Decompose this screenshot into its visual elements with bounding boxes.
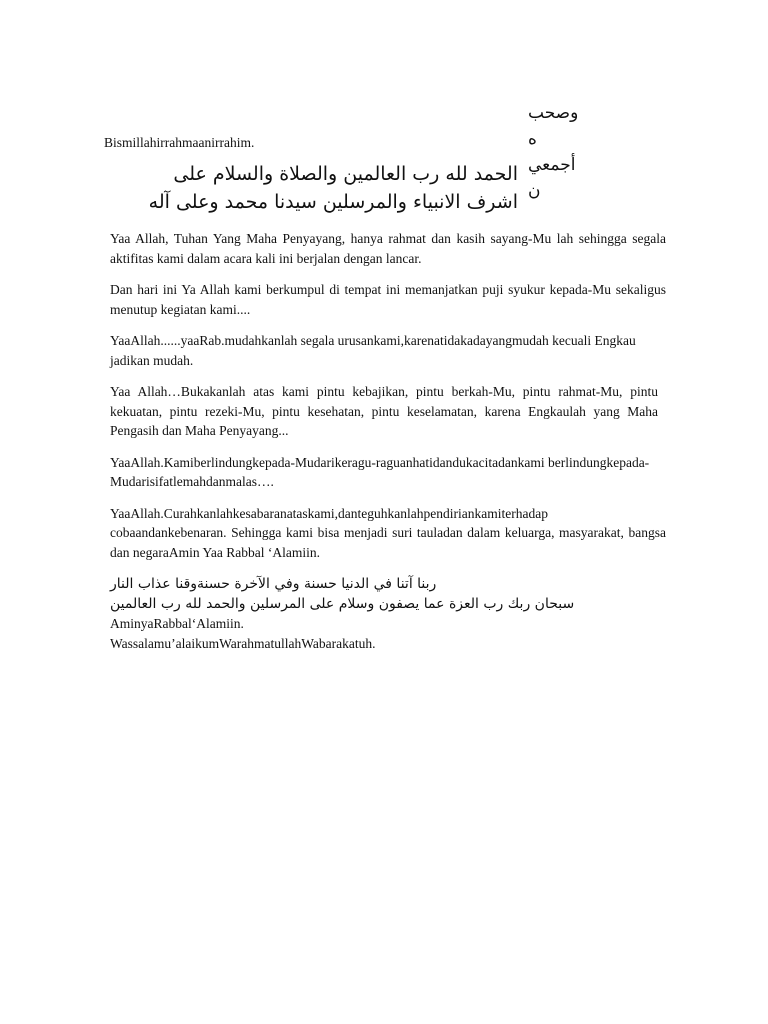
arabic-opening-line: اشرف الانبياء والمرسلين سيدنا محمد وعلى آله — [148, 191, 518, 213]
paragraph: Dan hari ini Ya Allah kami berkumpul di tempat ini memanjatkan puji syukur kepada-Mu sekaligus menutup kegiatan kami.... — [110, 282, 666, 317]
arabic-corner-fragment — [528, 100, 588, 204]
arabic-opening-line: الحمد لله رب العالمين والصلاة والسلام على — [173, 163, 518, 185]
paragraph: YaaAllah......yaaRab.mudahkanlah segala urusankami,karenatidakadayangmudah kecuali Engkau jadikan mudah. — [110, 333, 636, 368]
paragraph: Yaa Allah…Bukakanlah atas kami pintu kebajikan, pintu berkah-Mu, pintu rahmat-Mu, pintu kekuatan, pintu rezeki-Mu, pintu kesehatan, pintu keselamatan, karena Engkaulah yang Maha Pengasih dan Maha Penyayang... — [110, 384, 658, 438]
arabic-corner-line: ه — [528, 129, 537, 149]
closing-arabic-line: سبحان ربك رب العزة عما يصفون وسلام على المرسلين والحمد لله رب العالمين — [110, 595, 575, 612]
arabic-corner-line: ن — [528, 181, 541, 201]
arabic-corner-line: أجمعي — [528, 155, 576, 175]
arabic-corner-line: وصحب — [528, 103, 579, 123]
prayer-body — [110, 229, 666, 574]
closing-arabic-line: ربنا آتنا في الدنيا حسنة وفي الآخرة حسنةوقنا عذاب النار — [110, 576, 437, 592]
paragraph: Yaa Allah, Tuhan Yang Maha Penyayang, hanya rahmat dan kasih sayang-Mu lah sehingga segala aktifitas kami dalam acara kali ini berjalan dengan lancar. — [110, 231, 666, 266]
bismillah-line: Bismillahirrahmaanirrahim. — [104, 135, 255, 150]
closing-section — [110, 575, 630, 653]
arabic-opening-prayer — [108, 160, 518, 216]
salam-line: Wassalamu’alaikumWarahmatullahWabarakatuh. — [110, 635, 376, 651]
paragraph: YaaAllah.Kamiberlindungkepada-Mudarikeragu-raguanhatidandukacitadankami berlindungkepada-Mudarisifatlemahdanmalas…. — [110, 454, 650, 489]
amin-line: AminyaRabbal‘Alamiin. — [110, 616, 244, 631]
paragraph: YaaAllah.Curahkanlahkesabaranataskami,danteguhkanlahpendiriankamiterhadap cobaandankebenaran. Sehingga kami bisa menjadi suri tauladan dalam keluarga, masyarakat, bangsa dan negaraAmin Yaa Rabbal ‘Alamiin. — [110, 505, 666, 560]
